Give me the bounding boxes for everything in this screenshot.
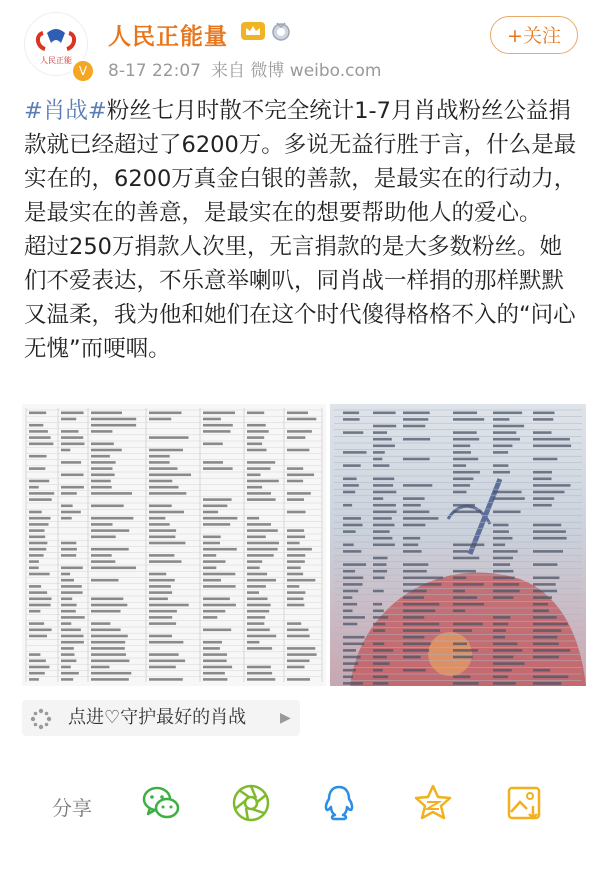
- share-bar: [0, 770, 600, 840]
- donation-table-image-1[interactable]: [22, 404, 326, 686]
- post-meta: [108, 56, 391, 81]
- share-label: 分享: [52, 796, 92, 820]
- post-paragraph-2: 超过250万捐款人次里，无言捐款的是大多数粉丝。她们不爱表达，不乐意举喇叭，同肖战一样捐的那样默默又温柔，我为他和她们在这个时代傻得格格不入的“问心无愧”而哽咽。: [24, 234, 576, 362]
- post-paragraph-1: [24, 94, 584, 230]
- post-images: [22, 404, 582, 686]
- wechat-icon[interactable]: [140, 782, 182, 824]
- verified-badge-icon: V: [71, 59, 95, 83]
- save-image-icon[interactable]: [503, 782, 545, 824]
- svg-text:人民正能: 人民正能: [40, 56, 72, 65]
- qzone-icon[interactable]: [412, 782, 454, 824]
- post-timestamp: 8-17 22:07: [108, 61, 201, 81]
- post-source: 来自 微博 weibo.com: [210, 61, 382, 81]
- super-topic-label: 点进♡守护最好的肖战: [68, 707, 247, 728]
- hashtag-link[interactable]: #肖战#: [24, 98, 107, 124]
- super-topic-icon: [30, 707, 52, 729]
- chevron-right-icon: ▶: [280, 710, 291, 726]
- qq-icon[interactable]: [318, 782, 360, 824]
- donation-table-image-2[interactable]: [330, 404, 586, 686]
- crown-badge-icon: [240, 20, 266, 42]
- post-header: [0, 0, 600, 88]
- post-paragraph-1-text: 粉丝七月时散不完全统计1-7月肖战粉丝公益捐款就已经超过了6200万。多说无益行胜于言，什么是最实在的，6200万真金白银的善款，是最实在的行动力，是最实在的善意，是最实在的想要帮助他人的爱心。: [24, 98, 577, 226]
- moments-icon[interactable]: [230, 782, 272, 824]
- post-content: [24, 94, 584, 366]
- medal-badge-icon: [270, 20, 292, 42]
- follow-button[interactable]: +关注: [490, 16, 578, 54]
- account-name[interactable]: 人民正能量: [108, 24, 228, 50]
- super-topic-link[interactable]: [22, 700, 300, 736]
